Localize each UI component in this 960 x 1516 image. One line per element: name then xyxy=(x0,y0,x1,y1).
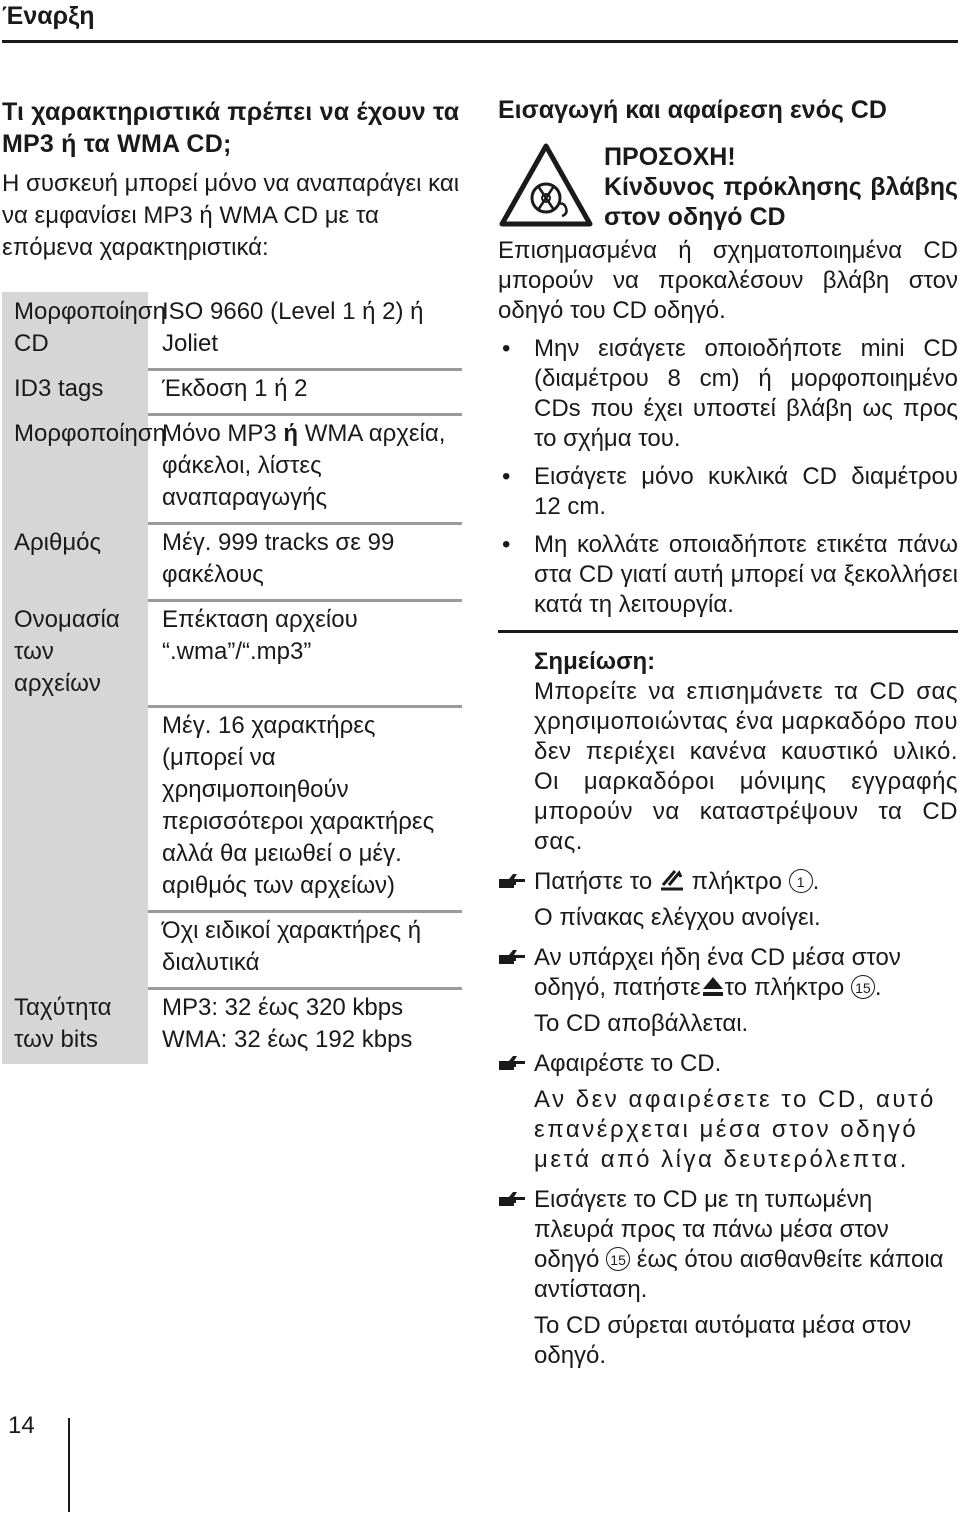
page-number-divider xyxy=(68,1418,70,1512)
table-row xyxy=(2,371,462,416)
left-heading-line1: Τι χαρακτηριστικά πρέπει να έχουν τα xyxy=(2,98,460,126)
right-heading: Εισαγωγή και αφαίρεση ενός CD xyxy=(498,96,887,124)
row-value-bold: ή xyxy=(283,420,299,447)
row-label xyxy=(2,708,148,913)
key-number-badge: 15 xyxy=(606,1247,630,1271)
pointing-hand-icon xyxy=(498,947,526,967)
bullet-dot-icon: • xyxy=(502,335,511,362)
warning-subtitle: Κίνδυνος πρόκλησης βλάβης στον οδηγό CD xyxy=(604,173,958,231)
table-row xyxy=(2,708,462,913)
pointing-hand-icon xyxy=(498,871,526,891)
list-item xyxy=(498,334,958,454)
instruction-step: Πατήστε το πλήκτρο 1 . xyxy=(498,867,958,897)
row-value: Μέγ. 999 tracks σε 99 φακέλους xyxy=(148,525,462,602)
row-label: Ονομασία των αρχείων xyxy=(2,602,148,708)
row-value-pre: Μόνο MP3 xyxy=(162,420,284,447)
warning-bullets xyxy=(498,334,958,620)
note-title: Σημείωση: xyxy=(534,648,656,675)
section-divider xyxy=(498,630,958,633)
bullet-text: Εισάγετε μόνο κυκλικά CD διαμέτρου 12 cm. xyxy=(534,463,958,520)
warning-title: ΠΡΟΣΟΧΗ! xyxy=(604,143,736,171)
open-panel-icon xyxy=(659,867,685,891)
table-row xyxy=(2,525,462,602)
note-text: Μπορείτε να επισημάνετε τα CD σας χρησιμοποιώντας ένα μαρκαδόρο που δεν περιέχει κανένα καυστικό υλικό. Οι μαρκαδόροι μόνιμης εγγραφής μπορούν να καταστρέψουν τα CD σας. xyxy=(534,678,958,855)
row-label: ID3 tags xyxy=(2,371,148,416)
right-column xyxy=(498,94,958,1371)
pointing-hand-icon xyxy=(498,1189,526,1209)
row-value-post: WMA αρχεία, φάκελοι, λίστες αναπαραγωγής xyxy=(162,420,446,511)
step-text-post: έως ότου αισθανθείτε κάποια αντίσταση. xyxy=(534,1246,944,1303)
table-row xyxy=(2,602,462,708)
list-item xyxy=(498,530,958,620)
step-text: Πατήστε το xyxy=(534,868,659,895)
table-row xyxy=(2,990,462,1064)
instruction-step xyxy=(498,1049,958,1079)
instruction-step xyxy=(498,1185,958,1305)
step-result: Ο πίνακας ελέγχου ανοίγει. xyxy=(534,904,821,931)
step-result: Το CD αποβάλλεται. xyxy=(534,1010,749,1037)
warning-triangle-icon xyxy=(498,142,594,228)
bullet-dot-icon: • xyxy=(502,463,511,490)
row-label: Αριθμός xyxy=(2,525,148,602)
row-label: Μορφοποίηση xyxy=(2,416,148,525)
row-label: Μορφοποίηση CD xyxy=(2,292,148,371)
row-value-line1: MP3: 32 έως 320 kbps xyxy=(162,994,404,1021)
step-text: Αφαιρέστε το CD. xyxy=(534,1050,722,1077)
note-block xyxy=(498,647,958,857)
row-value: Όχι ειδικοί χαρακτήρες ή διαλυτικά xyxy=(148,913,462,990)
warning-paragraph: Επισημασμένα ή σχηματοποιημένα CD μπορούν να προκαλέσουν βλάβη στον οδηγό του CD οδηγό. xyxy=(498,237,958,324)
left-heading-line2: MP3 ή τα WMA CD; xyxy=(2,130,232,158)
bullet-text: Μη κολλάτε οποιαδήποτε ετικέτα πάνω στα CD γιατί αυτή μπορεί να ξεκολλήσει κατά τη λειτουργία. xyxy=(534,531,958,618)
row-value xyxy=(148,990,462,1064)
table-row xyxy=(2,416,462,525)
bullet-dot-icon: • xyxy=(502,531,511,558)
warning-text xyxy=(604,142,958,232)
spec-table xyxy=(2,292,462,1064)
warning-block xyxy=(498,142,958,232)
table-row xyxy=(2,913,462,990)
row-value: Επέκταση αρχείου “.wma”/“.mp3” xyxy=(148,602,462,708)
step-text: Εισάγετε το CD με τη τυπωμένη πλευρά προς τα πάνω μέσα στον οδηγό xyxy=(534,1186,889,1273)
row-label xyxy=(2,913,148,990)
list-item xyxy=(498,462,958,522)
section-title: Έναρξη xyxy=(2,2,95,30)
page-number: 14 xyxy=(8,1412,35,1439)
step-result: Αν δεν αφαιρέσετε το CD, αυτό επανέρχεται μέσα στον οδηγό μετά από λίγα δευτερόλεπτα. xyxy=(534,1086,936,1173)
left-intro: Η συσκευή μπορεί μόνο να αναπαράγει και να εμφανίσει MP3 ή WMA CD με τα επόμενα χαρακτηριστικά: xyxy=(2,170,460,261)
instruction-step: Αν υπάρχει ήδη ένα CD μέσα στον οδηγό, πατήστε το πλήκτρο 15 . xyxy=(498,943,958,1003)
key-number-badge: 15 xyxy=(851,975,875,999)
row-value xyxy=(148,416,462,525)
step-text-post: πλήκτρο xyxy=(684,868,789,895)
eject-icon xyxy=(701,975,725,997)
row-label: Ταχύτητα των bits xyxy=(2,990,148,1064)
row-value-line2: WMA: 32 έως 192 kbps xyxy=(162,1026,413,1053)
row-value: Έκδοση 1 ή 2 xyxy=(148,371,462,416)
step-text: Αν υπάρχει ήδη ένα CD μέσα στον οδηγό, πατήστε xyxy=(534,944,901,1001)
step-result: Το CD σύρεται αυτόματα μέσα στον οδηγό. xyxy=(534,1312,912,1369)
left-heading xyxy=(2,96,462,160)
pointing-hand-icon xyxy=(498,1053,526,1073)
row-value: Μέγ. 16 χαρακτήρες (μπορεί να χρησιμοποιηθούν περισσότεροι χαρακτήρες αλλά θα μειωθεί ο μέγ. αριθμός των αρχείων) xyxy=(148,708,462,913)
row-value: ISO 9660 (Level 1 ή 2) ή Joliet xyxy=(148,292,462,371)
bullet-text: Μην εισάγετε οποιοδήποτε mini CD (διαμέτρου 8 cm) ή μορφοποιημένο CDs που έχει υποστεί βλάβη ως προς το σχήμα του. xyxy=(534,335,958,452)
key-number-badge: 1 xyxy=(789,869,813,893)
left-column xyxy=(2,96,462,264)
table-row xyxy=(2,292,462,371)
top-divider xyxy=(2,40,958,43)
step-text-post: το πλήκτρο xyxy=(724,974,851,1001)
